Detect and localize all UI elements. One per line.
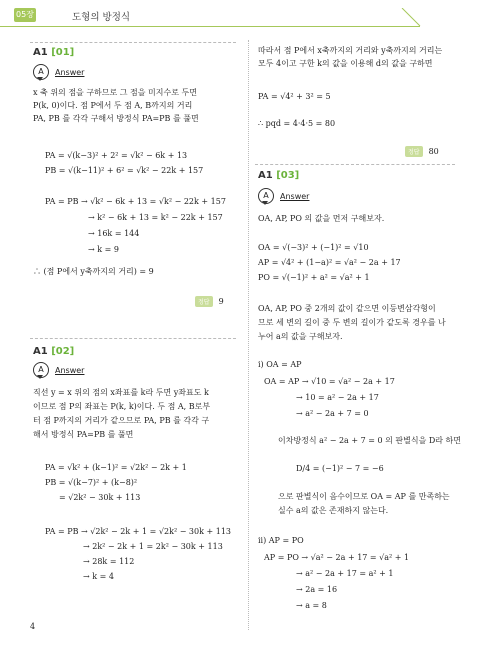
- intro-continued: 따라서 점 P에서 x축까지의 거리와 y축까지의 거리는 모두 4이고 구한 k의 값을 이용해 d의 값을 구하면: [258, 46, 443, 68]
- page-number: 4: [30, 622, 36, 631]
- eq-pa: PA = √4² + 3² = 5: [258, 92, 331, 101]
- section-label-01: A1 [01]: [33, 47, 75, 58]
- case2-steps: AP = PO → √a² − 2a + 17 = √a² + 1 → a² − 2a + 17 = a² + 1 → 2a = 16 → a = 8: [264, 553, 410, 610]
- section-label-02: A1 [02]: [33, 346, 75, 357]
- column-divider: [248, 40, 249, 630]
- conclusion-01: ∴ (점 P에서 y축까지의 거리) = 9: [33, 267, 154, 276]
- disc-text: 이차방정식 a² − 2a + 7 = 0 의 판별식을 D라 하면: [278, 436, 461, 445]
- case2-title: ii) AP = PO: [258, 536, 304, 545]
- steps-02: PA = PB → √2k² − 2k + 1 = √2k² − 30k + 113 → 2k² − 2k + 1 = 2k² − 30k + 113 → 28k = 112 → k = 4: [45, 527, 232, 581]
- intro-01: x 축 위의 점을 구하므로 그 점을 미지수로 두면 P(k, 0)이다. 점 P에서 두 점 A, B까지의 거리 PA, PB 를 각각 구해서 방정식 PA=PB 를 풀면: [33, 88, 199, 123]
- eq-block-01: PA = √(k−3)² + 2² = √k² − 6k + 13 PB = √(k−11)² + 6² = √k² − 22k + 157: [45, 151, 204, 175]
- answer-marker: A Answer: [258, 188, 309, 204]
- eq-block-02: PA = √k² + (k−1)² = √2k² − 2k + 1 PB = √(k−7)² + (k−8)² = √2k² − 30k + 113: [45, 463, 187, 502]
- header-rule: [0, 26, 420, 27]
- answer-marker: A Answer: [33, 362, 84, 378]
- answer-icon: A: [38, 365, 44, 374]
- answer-icon: A: [38, 67, 44, 76]
- case1-steps: OA = AP → √10 = √a² − 2a + 17 → 10 = a² − 2a + 17 → a² − 2a + 7 = 0: [264, 377, 395, 418]
- answer-badge-top: 정답 80: [405, 146, 439, 157]
- page-header-title: 도형의 방정식: [72, 12, 131, 23]
- case1-title: i) OA = AP: [258, 360, 302, 369]
- intro-03: OA, AP, PO 의 값을 먼저 구해보자.: [258, 214, 385, 223]
- conclusion-top: ∴ pqd = 4·4·5 = 80: [258, 119, 336, 128]
- para-03: OA, AP, PO 중 2개의 값이 같으면 이등변삼각형이 므로 세 변의 길이 중 두 변의 길이가 같도록 경우를 나 누어 a의 값을 구해보자.: [258, 304, 446, 341]
- answer-marker: A Answer: [33, 64, 84, 80]
- chapter-tab: 05장: [14, 8, 36, 22]
- intro-02: 직선 y = x 위의 점의 x좌표를 k라 두면 y좌표도 k 이므로 점 P의 좌표는 P(k, k)이다. 두 점 A, B로부 터 점 P까지의 거리가 같으므로 PA, PB 를 각각 구 해서 방정식 PA=PB 를 풀면: [33, 388, 211, 439]
- steps-01: PA = PB → √k² − 6k + 13 = √k² − 22k + 157 → k² − 6k + 13 = k² − 22k + 157 → 16k = 144 → k = 9: [45, 197, 226, 254]
- header-corner: [400, 8, 430, 28]
- disc-eq: D/4 = (−1)² − 7 = −6: [296, 464, 384, 473]
- disc-conclusion: 으로 판별식이 음수이므로 OA = AP 를 만족하는 실수 a의 값은 존재하지 않는다.: [278, 492, 450, 515]
- eq-block-03: OA = √(−3)² + (−1)² = √10 AP = √4² + (1−a)² = √a² − 2a + 17 PO = √(−1)² + a² = √a² + 1: [258, 243, 401, 282]
- section-label-03: A1 [03]: [258, 170, 300, 181]
- answer-badge-01: 정답 9: [195, 296, 224, 307]
- answer-icon: A: [263, 191, 269, 200]
